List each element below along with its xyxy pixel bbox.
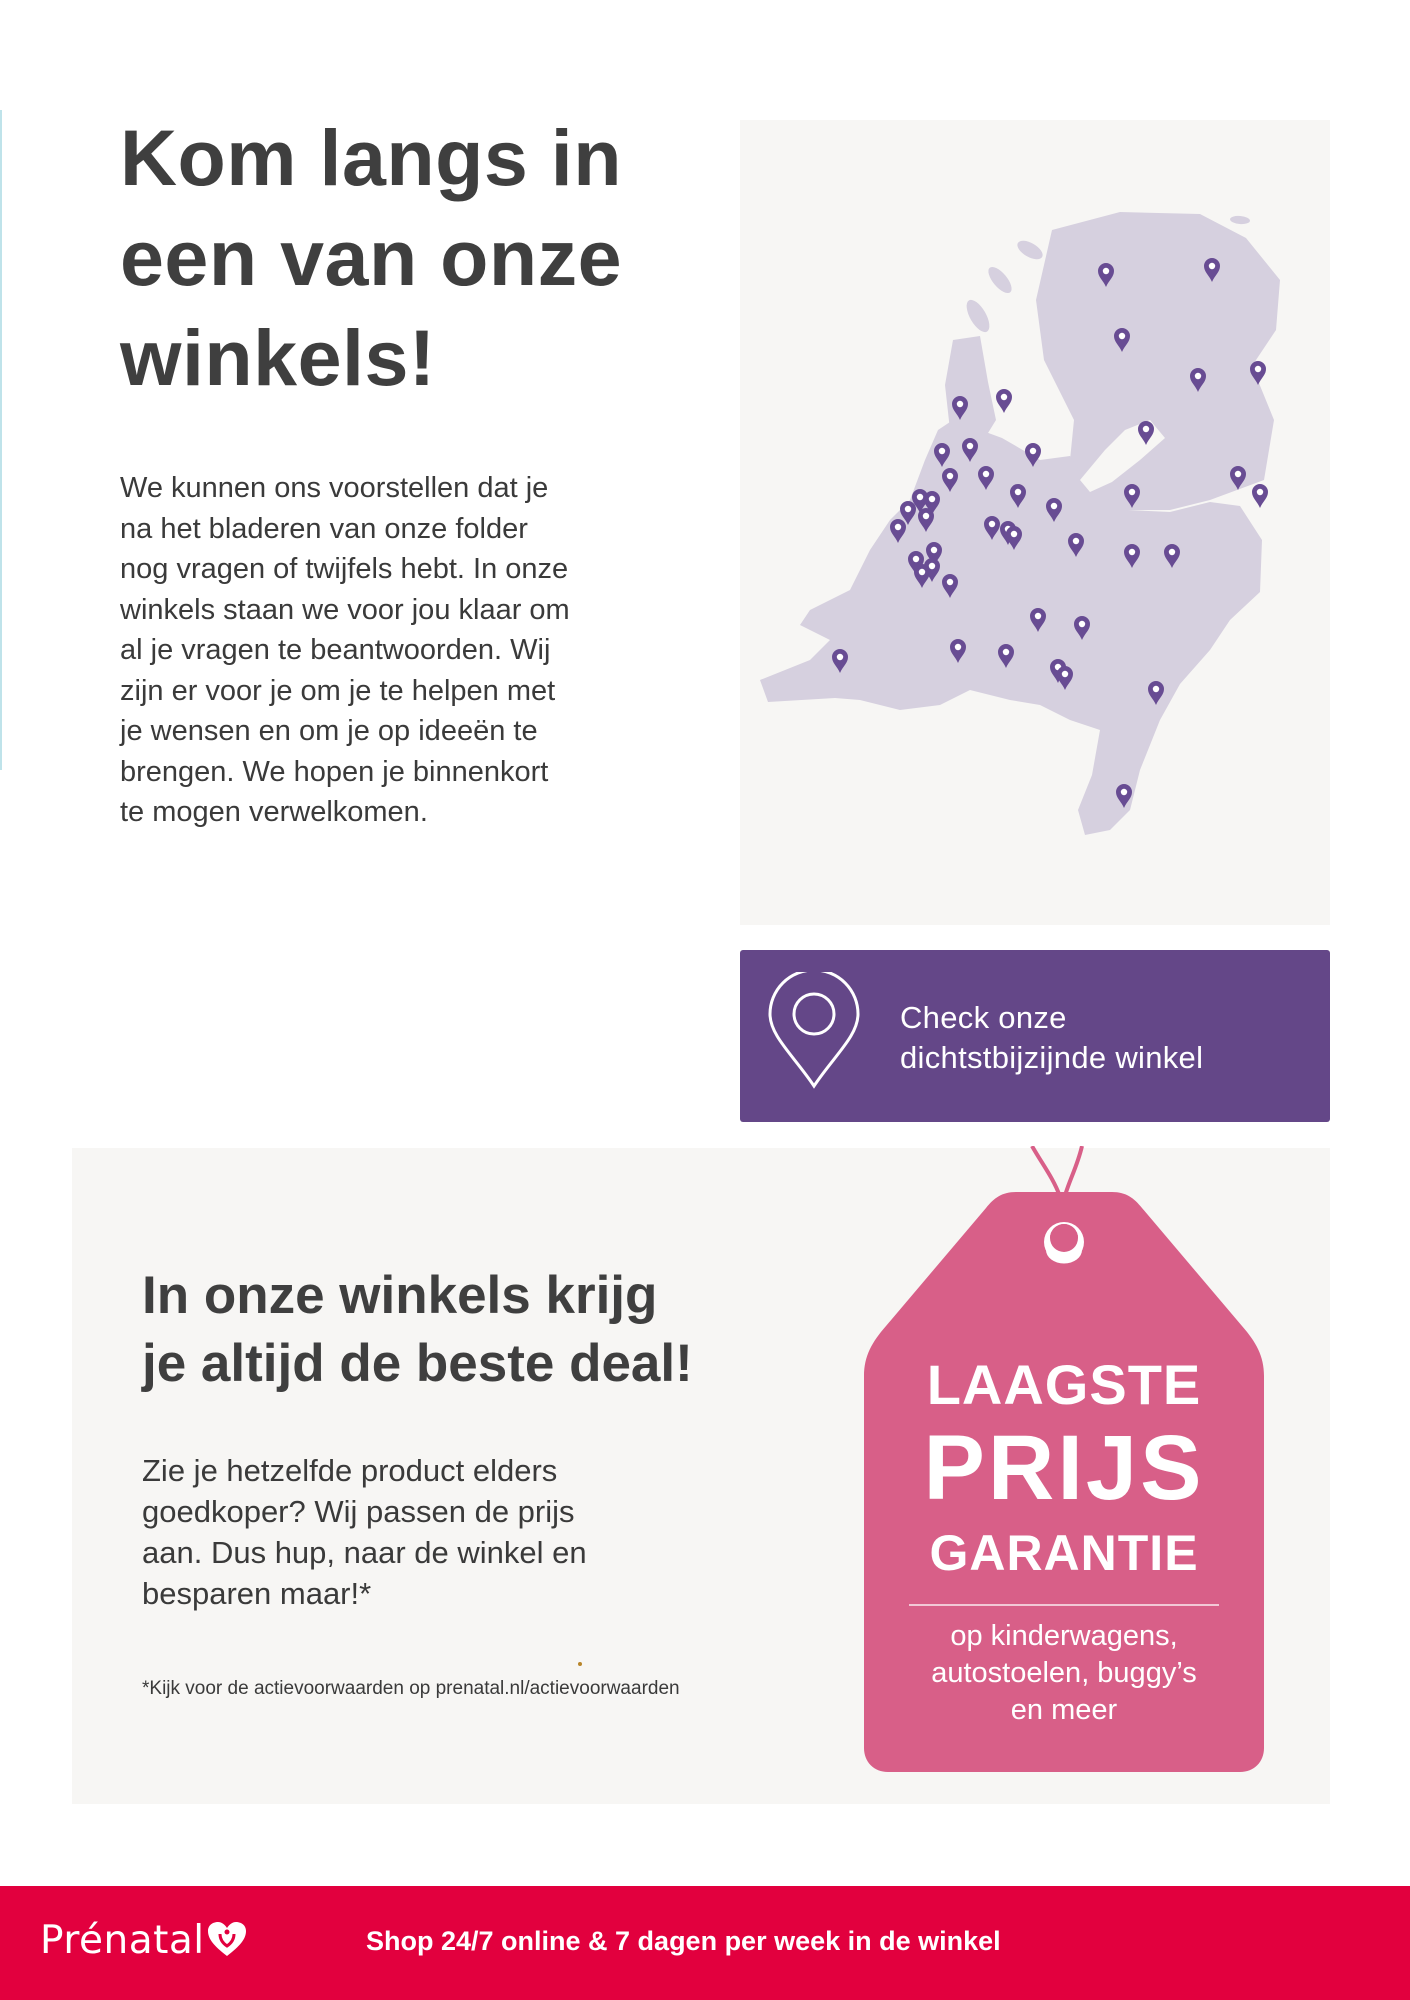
deal-paragraph: [142, 1450, 702, 1614]
title-line: een van onze: [120, 213, 623, 302]
page-title: [120, 108, 720, 408]
tag-prijs: PRIJS: [923, 1417, 1205, 1519]
deal-title-line: In onze winkels krijg: [142, 1266, 658, 1325]
deal-title-line: je altijd de beste deal!: [142, 1334, 693, 1393]
prenatal-logo[interactable]: Prénatal: [40, 1918, 205, 1963]
store-pin-icon: [996, 389, 1012, 413]
find-nearest-store-label: [900, 998, 1320, 1078]
deal-title: [142, 1262, 822, 1398]
title-line: winkels!: [120, 313, 436, 402]
footer-bar: [0, 1886, 1410, 2000]
tag-laagste: LAAGSTE: [926, 1353, 1202, 1416]
intro-line: We kunnen ons voorstellen dat je: [120, 472, 549, 504]
netherlands-land: [760, 212, 1280, 835]
lowest-price-guarantee-tag: [864, 1146, 1264, 1774]
intro-line: brengen. We hopen je binnenkort: [120, 755, 549, 788]
map-svg: [740, 120, 1330, 925]
page-edge-line: [0, 110, 2, 770]
deal-line: aan. Dus hup, naar de winkel en: [142, 1535, 587, 1570]
footer-slogan: Shop 24/7 online & 7 dagen per week in de winkel: [366, 1926, 1001, 1956]
tag-sub-line: en meer: [1010, 1694, 1118, 1726]
button-line: Check onze: [900, 1000, 1067, 1035]
intro-line: je wensen en om je op ideeën te: [120, 715, 538, 747]
tag-sub-line: op kinderwagens,: [950, 1620, 1178, 1652]
intro-line: al je vragen te beantwoorden. Wij: [120, 634, 551, 666]
tag-divider: [909, 1604, 1219, 1606]
intro-line: winkels staan we voor jou klaar om: [120, 593, 570, 626]
deal-line: besparen maar!*: [142, 1576, 372, 1611]
tag-garantie: GARANTIE: [929, 1525, 1199, 1581]
netherlands-store-map: [740, 120, 1330, 925]
location-pin-icon: [764, 972, 864, 1092]
tag-subtitle: [864, 1618, 1264, 1729]
deal-line: goedkoper? Wij passen de prijs: [142, 1494, 575, 1529]
find-nearest-store-button[interactable]: [740, 950, 1330, 1122]
decorative-dot: [578, 1662, 582, 1666]
intro-line: na het bladeren van onze folder: [120, 512, 528, 545]
store-pin-icon: [1252, 484, 1268, 508]
intro-line: nog vragen of twijfels hebt. In onze: [120, 553, 569, 585]
heart-icon: [206, 1920, 248, 1960]
terms-footnote: *Kijk voor de actievoorwaarden op prenatal.nl/actievoorwaarden: [142, 1678, 680, 1699]
deal-line: Zie je hetzelfde product elders: [142, 1453, 558, 1488]
intro-paragraph: [120, 468, 680, 833]
button-line: dichtstbijzijnde winkel: [900, 1040, 1204, 1075]
intro-line: zijn er voor je om je te helpen met: [120, 674, 556, 707]
intro-line: te mogen verwelkomen.: [120, 796, 428, 828]
tag-sub-line: autostoelen, buggy’s: [931, 1657, 1197, 1689]
title-line: Kom langs in: [120, 113, 622, 202]
